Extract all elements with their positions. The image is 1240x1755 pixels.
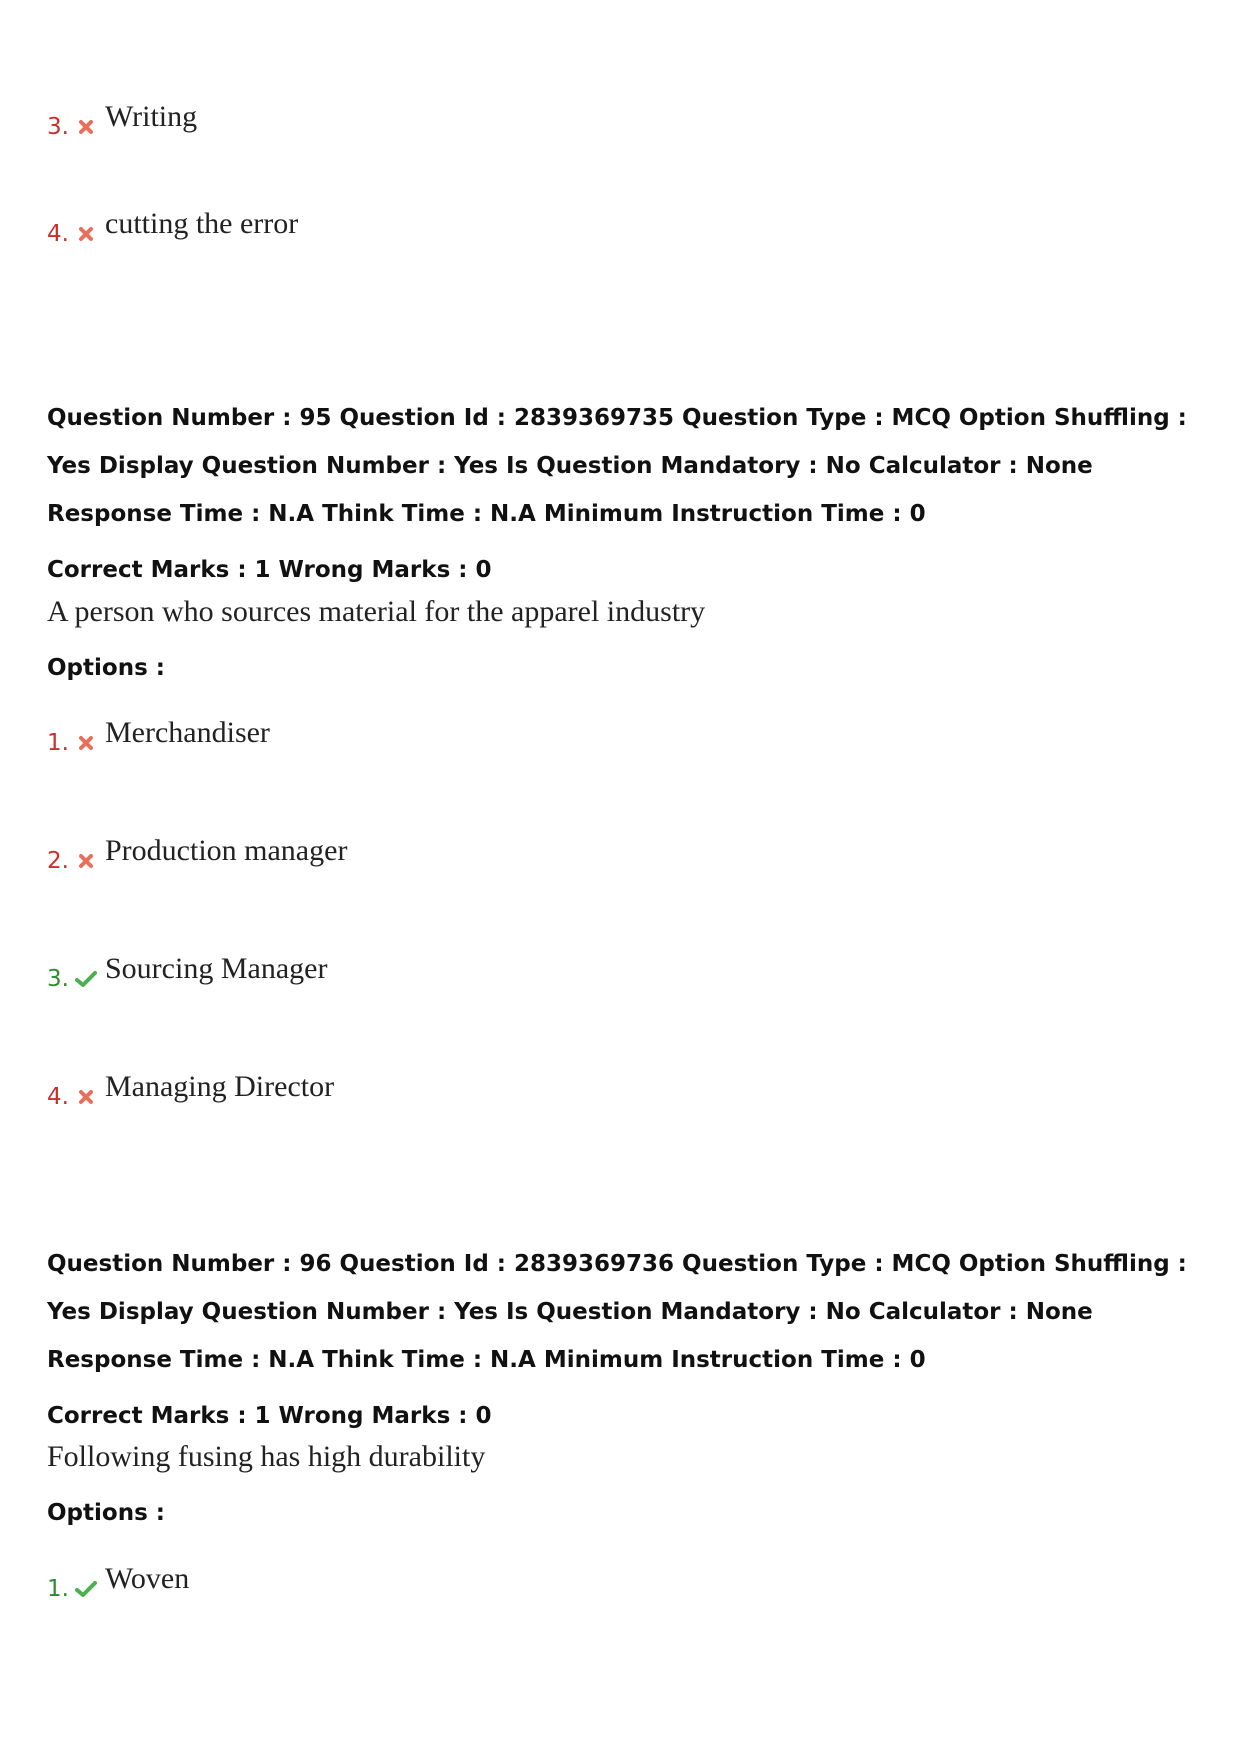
option-text: Writing bbox=[105, 100, 198, 133]
check-icon bbox=[75, 1578, 97, 1600]
question-text: A person who sources material for the apparel industry bbox=[47, 595, 706, 628]
option-number: 2. bbox=[47, 848, 69, 874]
option-text: Woven bbox=[105, 1562, 190, 1595]
question-meta: Question Number : 95 Question Id : 2839369735 Question Type : MCQ Option Shuffling : Yes Display Question Number : Yes Is Question Mandatory : No Calculator : None Response Time : N.A Think Time : N.A Minimum Instruction Time : 0 bbox=[47, 405, 1187, 527]
option-row bbox=[47, 942, 327, 992]
option-text: Production manager bbox=[105, 834, 348, 867]
option-row bbox=[47, 1552, 189, 1602]
option-number: 4. bbox=[47, 221, 69, 247]
cross-icon bbox=[75, 223, 97, 245]
cross-icon bbox=[75, 850, 97, 872]
options-label: Options : bbox=[47, 655, 165, 681]
question-meta: Question Number : 96 Question Id : 2839369736 Question Type : MCQ Option Shuffling : Yes Display Question Number : Yes Is Question Mandatory : No Calculator : None Response Time : N.A Think Time : N.A Minimum Instruction Time : 0 bbox=[47, 1251, 1187, 1373]
option-text: cutting the error bbox=[105, 207, 299, 240]
question-marks: Correct Marks : 1 Wrong Marks : 0 bbox=[47, 1403, 492, 1429]
option-text: Merchandiser bbox=[105, 716, 270, 749]
option-number: 1. bbox=[47, 730, 69, 756]
option-number: 4. bbox=[47, 1084, 69, 1110]
option-row bbox=[47, 1060, 334, 1110]
option-row bbox=[47, 197, 298, 247]
option-text: Sourcing Manager bbox=[105, 952, 328, 985]
cross-icon bbox=[75, 1086, 97, 1108]
option-row bbox=[47, 706, 270, 756]
options-label: Options : bbox=[47, 1500, 165, 1526]
cross-icon bbox=[75, 732, 97, 754]
question-text: Following fusing has high durability bbox=[47, 1440, 486, 1473]
option-row bbox=[47, 90, 197, 140]
option-number: 3. bbox=[47, 966, 69, 992]
option-text: Managing Director bbox=[105, 1070, 335, 1103]
question-marks: Correct Marks : 1 Wrong Marks : 0 bbox=[47, 557, 492, 583]
check-icon bbox=[75, 968, 97, 990]
option-number: 3. bbox=[47, 114, 69, 140]
option-row bbox=[47, 824, 347, 874]
option-number: 1. bbox=[47, 1576, 69, 1602]
cross-icon bbox=[75, 116, 97, 138]
